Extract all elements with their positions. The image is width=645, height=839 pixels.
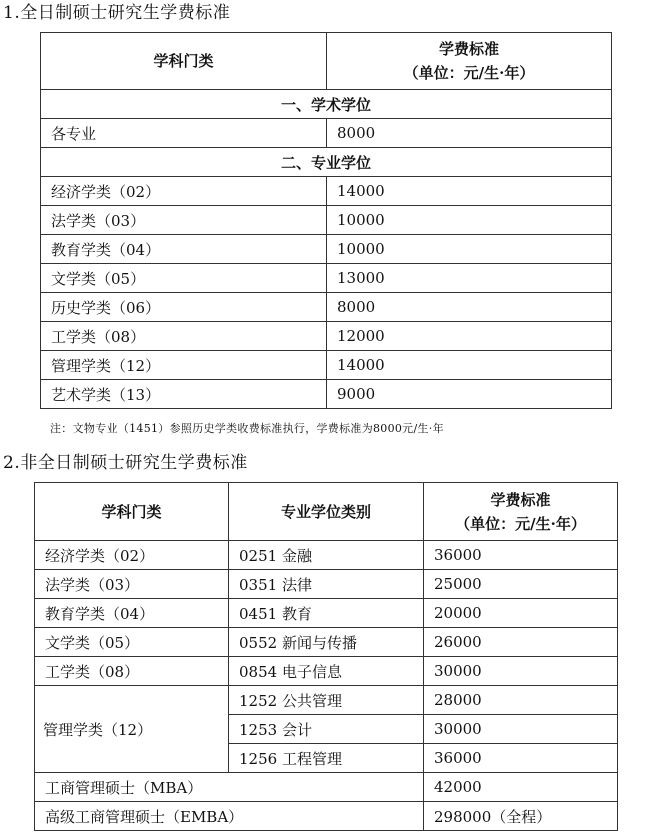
fee-cell: 8000	[327, 293, 612, 322]
fee-cell: 298000（全程）	[424, 802, 618, 831]
subject-cell: 历史学类（06）	[41, 293, 327, 322]
fee-cell: 36000	[424, 541, 618, 570]
subject-cell: 教育学类（04）	[35, 599, 229, 628]
fee-cell: 10000	[327, 235, 612, 264]
fee-cell: 25000	[424, 570, 618, 599]
degree-cell: 1252 公共管理	[229, 686, 424, 715]
degree-cell: 0351 法律	[229, 570, 424, 599]
subject-cell: 文学类（05）	[35, 628, 229, 657]
table-row-emba	[35, 802, 618, 831]
degree-cell: 0451 教育	[229, 599, 424, 628]
subject-cell: 法学类（03）	[41, 206, 327, 235]
header-fee	[424, 483, 618, 541]
degree-cell: 0552 新闻与传播	[229, 628, 424, 657]
fee-cell: 9000	[327, 380, 612, 409]
fee-cell: 28000	[424, 686, 618, 715]
group-label-professional: 二、专业学位	[41, 148, 612, 177]
table-row	[41, 177, 612, 206]
table-row	[41, 351, 612, 380]
subject-cell: 法学类（03）	[35, 570, 229, 599]
subject-cell: 艺术学类（13）	[41, 380, 327, 409]
fee-cell: 20000	[424, 599, 618, 628]
degree-cell: 0251 金融	[229, 541, 424, 570]
table-row	[41, 322, 612, 351]
table-row	[41, 235, 612, 264]
fee-cell: 14000	[327, 351, 612, 380]
table-row	[35, 541, 618, 570]
degree-cell: 1256 工程管理	[229, 744, 424, 773]
fee-cell: 13000	[327, 264, 612, 293]
header-fee-title: 学费标准	[438, 40, 499, 58]
table-row	[35, 628, 618, 657]
fee-cell: 26000	[424, 628, 618, 657]
subject-cell-management: 管理学类（12）	[35, 686, 229, 773]
fee-cell: 36000	[424, 744, 618, 773]
table-header-row	[35, 483, 618, 541]
subject-cell: 教育学类（04）	[41, 235, 327, 264]
fulltime-fee-table	[40, 32, 612, 409]
degree-cell: 1253 会计	[229, 715, 424, 744]
subject-cell: 经济学类（02）	[41, 177, 327, 206]
group-row-professional	[41, 148, 612, 177]
section1-heading: 1.全日制硕士研究生学费标准	[3, 3, 231, 23]
group-label-academic: 一、学术学位	[41, 90, 612, 119]
table-row	[41, 264, 612, 293]
fee-cell: 10000	[327, 206, 612, 235]
header-fee-unit: （单位：元/生·年）	[403, 64, 535, 82]
table-row-mba	[35, 773, 618, 802]
table-row	[35, 570, 618, 599]
fee-cell: 14000	[327, 177, 612, 206]
table-row	[41, 380, 612, 409]
subject-cell-emba: 高级工商管理硕士（EMBA）	[35, 802, 424, 831]
header-fee-title: 学费标准	[490, 490, 551, 509]
header-subject: 学科门类	[35, 483, 229, 541]
footnote: 注：文物专业（1451）参照历史学类收费标准执行，学费标准为8000元/生·年	[50, 422, 444, 435]
fee-cell: 30000	[424, 657, 618, 686]
subject-cell: 管理学类（12）	[41, 351, 327, 380]
header-fee	[327, 33, 612, 90]
subject-cell: 工学类（08）	[35, 657, 229, 686]
section2-heading: 2.非全日制硕士研究生学费标准	[3, 453, 248, 473]
subject-cell: 经济学类（02）	[35, 541, 229, 570]
subject-cell-mba: 工商管理硕士（MBA）	[35, 773, 424, 802]
subject-cell: 工学类（08）	[41, 322, 327, 351]
table-row	[41, 293, 612, 322]
table-row	[41, 206, 612, 235]
degree-cell: 0854 电子信息	[229, 657, 424, 686]
table-row	[41, 119, 612, 148]
parttime-fee-table	[34, 482, 618, 831]
header-subject: 学科门类	[41, 33, 327, 90]
table-header-row	[41, 33, 612, 90]
subject-cell: 文学类（05）	[41, 264, 327, 293]
header-fee-unit: （单位：元/生·年）	[455, 514, 586, 533]
fee-cell: 30000	[424, 715, 618, 744]
subject-cell: 各专业	[41, 119, 327, 148]
table-row	[35, 686, 618, 715]
fee-cell: 42000	[424, 773, 618, 802]
header-degree: 专业学位类别	[229, 483, 424, 541]
fee-cell: 12000	[327, 322, 612, 351]
table-row	[35, 657, 618, 686]
table-row	[35, 599, 618, 628]
fee-cell: 8000	[327, 119, 612, 148]
group-row-academic	[41, 90, 612, 119]
